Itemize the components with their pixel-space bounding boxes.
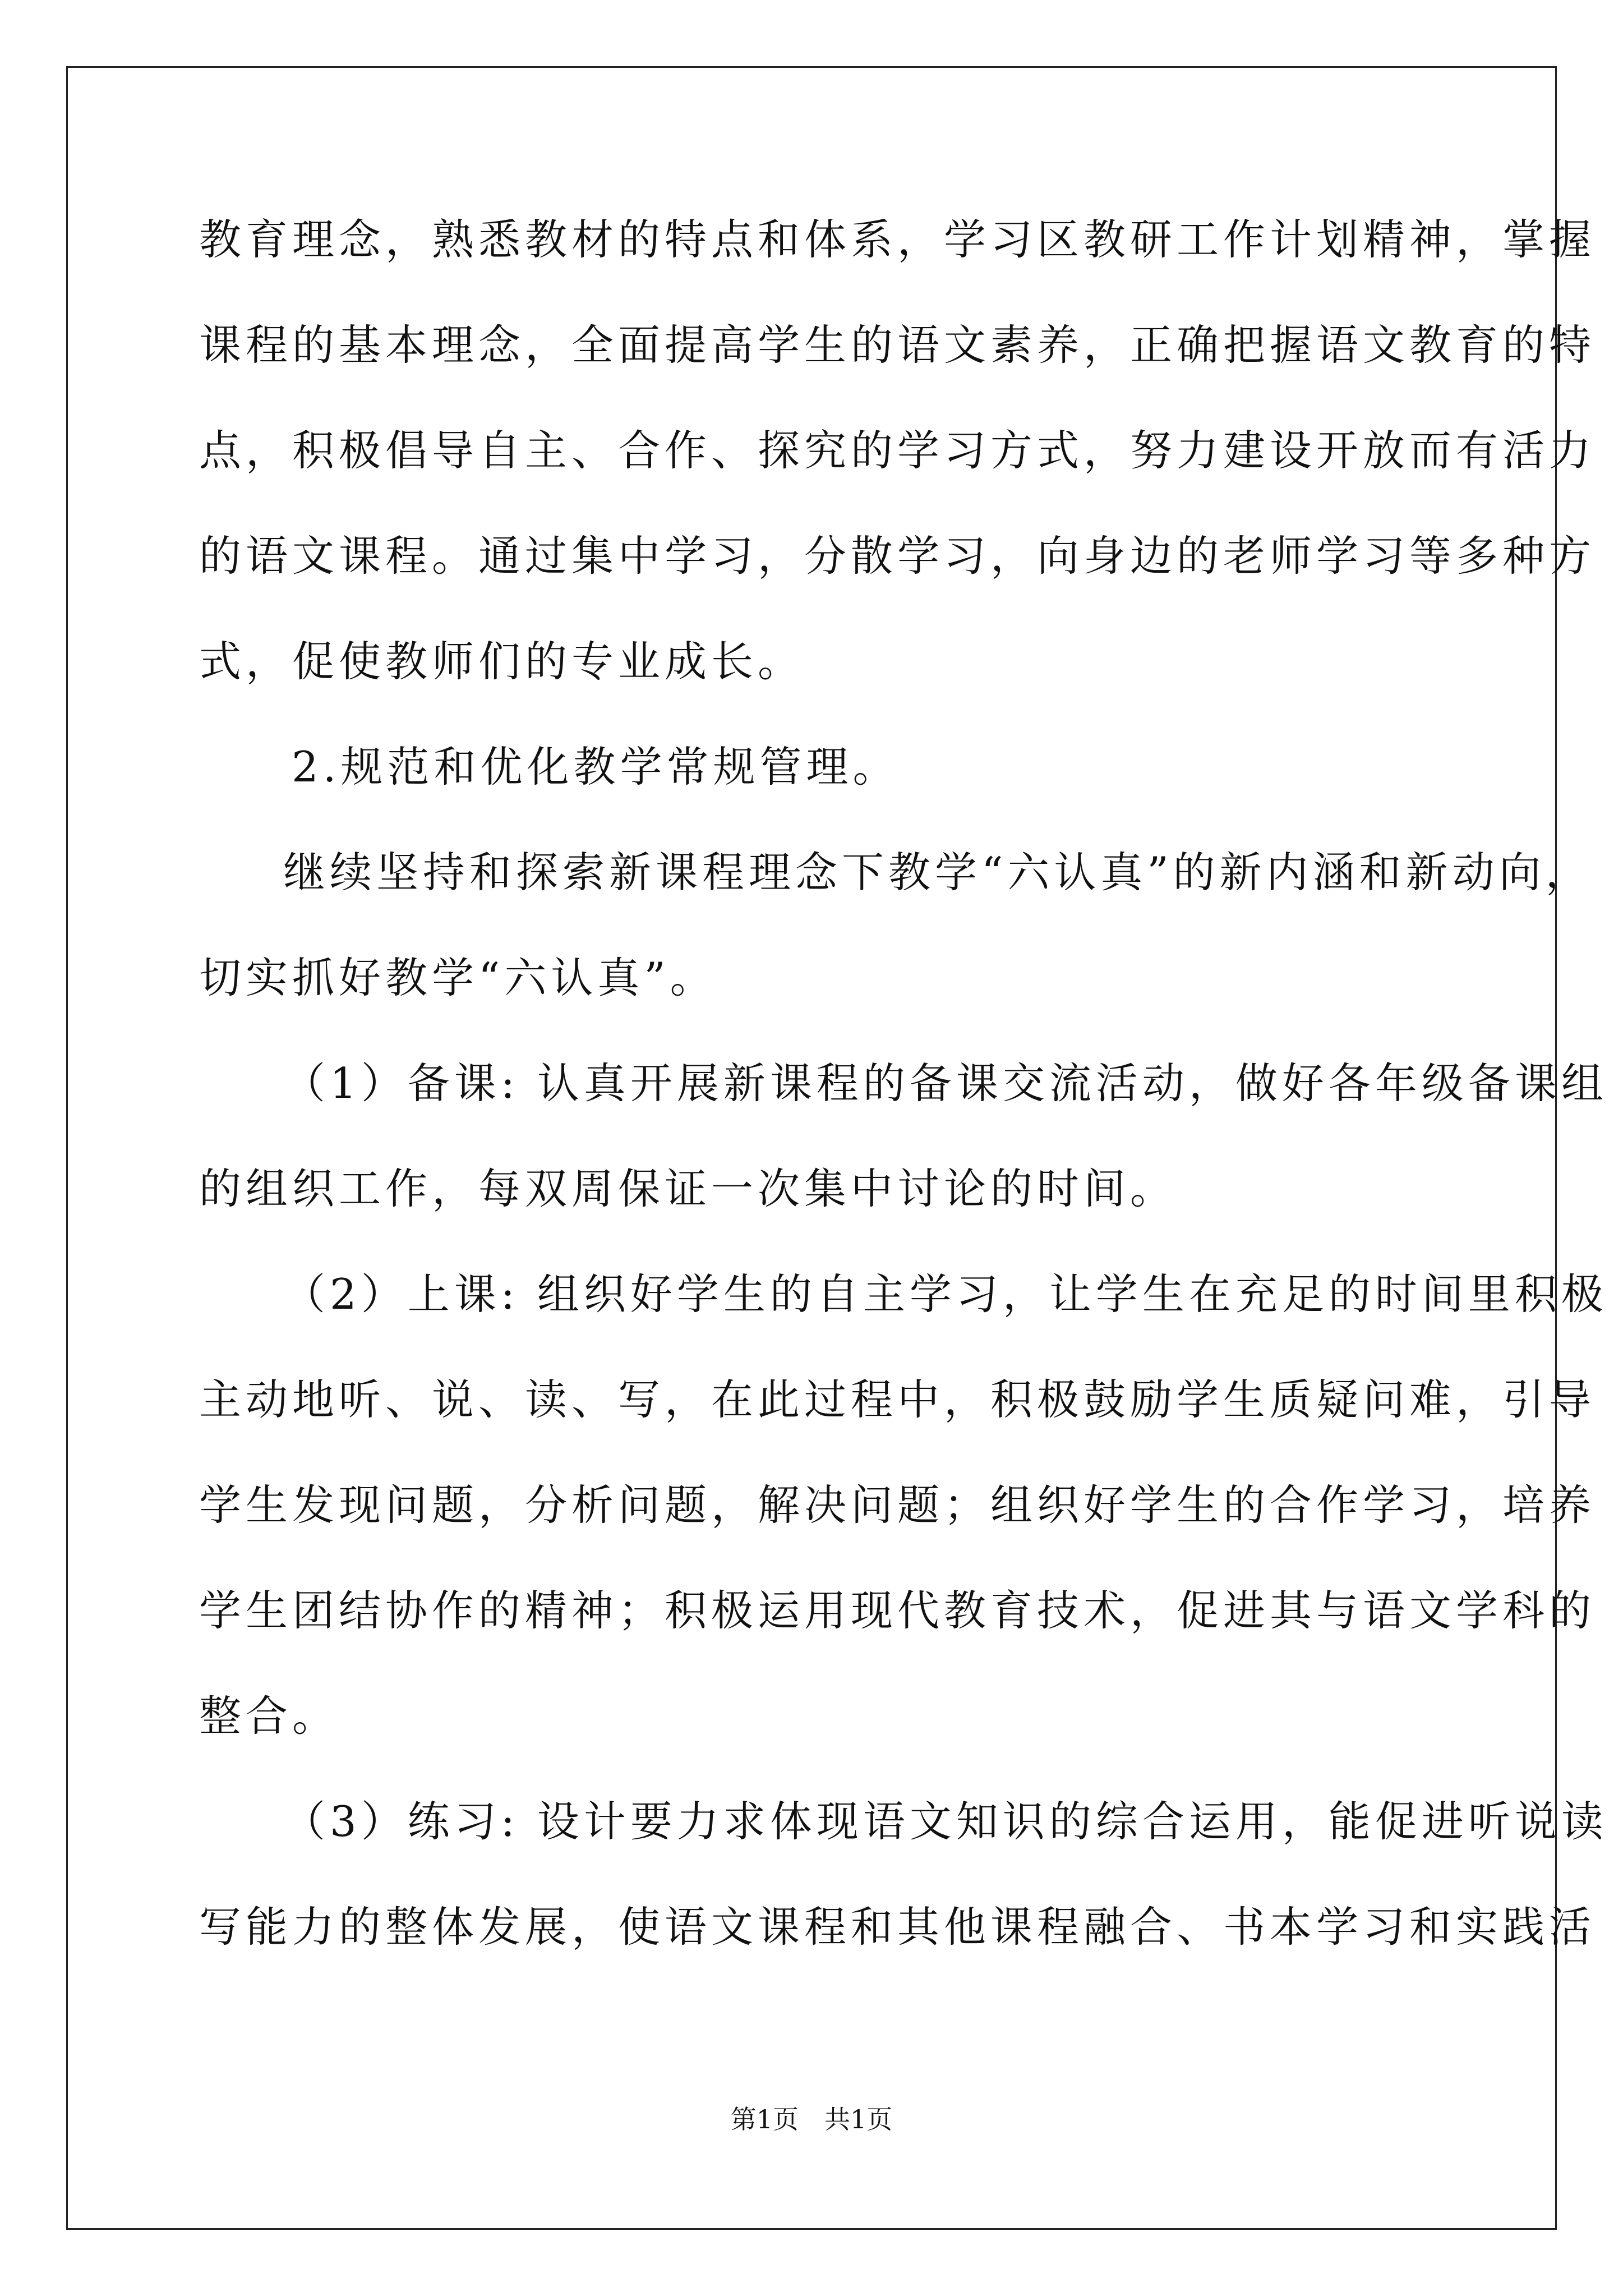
text-line: 学生团结协作的精神；积极运用现代教育技术，促进其与语文学科的 [199,1586,1596,1635]
text-line: 式，促使教师们的专业成长。 [199,637,805,686]
text-line: 教育理念，熟悉教材的特点和体系，学习区教研工作计划精神，掌握 [199,215,1596,264]
text-line: 整合。 [199,1691,339,1741]
text-line: 的语文课程。通过集中学习，分散学习，向身边的老师学习等多种方 [199,531,1596,581]
text-line: 学生发现问题，分析问题，解决问题；组织好学生的合作学习，培养 [199,1480,1596,1530]
text-line: 的组织工作，每双周保证一次集中讨论的时间。 [199,1164,1177,1213]
text-line: 课程的基本理念，全面提高学生的语文素养，正确把握语文教育的特 [199,320,1596,370]
paragraph-start: 继续坚持和探索新课程理念下教学“六认真”的新内涵和新动向， [283,848,1592,897]
text-line: 点，积极倡导自主、合作、探究的学习方式，努力建设开放而有活力 [199,426,1596,475]
page-number-footer: 第1页 共1页 [730,2104,893,2134]
paragraph-start: （3）练习: 设计要力求体现语文知识的综合运用，能促进听说读 [283,1797,1608,1846]
document-body [199,215,1608,2014]
paragraph-start: （2）上课: 组织好学生的自主学习，让学生在充足的时间里积极 [283,1269,1608,1319]
text-line: 主动地听、说、读、写，在此过程中，积极鼓励学生质疑问难，引导 [199,1375,1596,1424]
section-heading: 2.规范和优化教学常规管理。 [292,742,900,792]
text-line: 写能力的整体发展，使语文课程和其他课程融合、书本学习和实践活 [199,1902,1596,1952]
paragraph-start: （1）备课: 认真开展新课程的备课交流活动，做好各年级备课组 [283,1059,1608,1108]
text-line: 切实抓好教学“六认真”。 [199,953,717,1002]
